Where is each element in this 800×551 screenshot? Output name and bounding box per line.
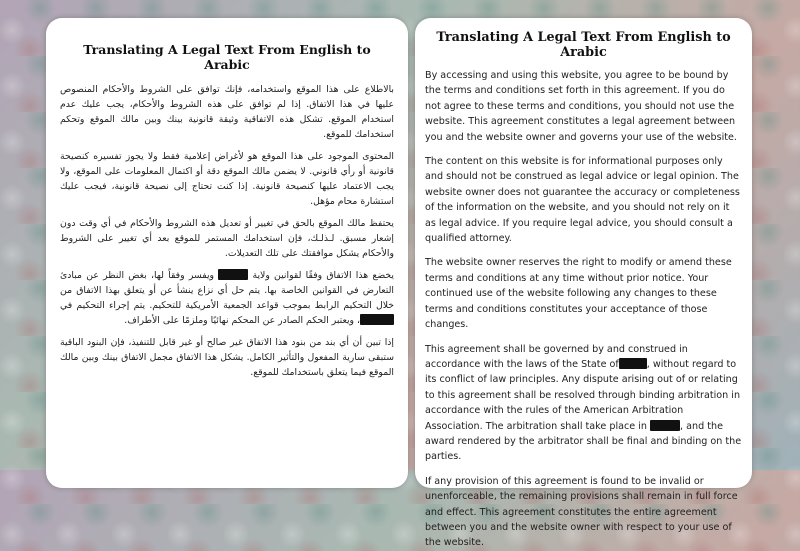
arabic-paragraph-5: إذا تبين أن أي بند من بنود هذا الاتفاق غير صالح أو غير قابل للتنفيذ، فإن البنود الباقية ستبقى سارية المفعول والتأثير الكامل. يشكل هذا الاتفاق مجمل الاتفاق بينك وبين مالك الموقع فيما يتعلق باستخدامك للموقع.: [60, 337, 394, 378]
english-paragraph-4: [425, 342, 742, 465]
english-paragraph-4-part-1: This agreement shall be governed by and construed in accordance with the laws of the State of: [425, 343, 688, 370]
english-text-panel: [415, 18, 752, 549]
redaction-bar: [218, 269, 248, 280]
arabic-panel-title: Translating A Legal Text From English to Arabic: [83, 42, 371, 72]
arabic-paragraph-1: بالاطلاع على هذا الموقع واستخدامه، فإنك توافق على الشروط والأحكام المنصوص عليها في هذا الاتفاق. إذا لم توافق على هذه الشروط والأحكام، يجب عليك عدم استخدام الموقع. تشكل هذه الاتفاقية وثيقة قانونية بينك وبين مالك الموقع وتحكم استخدامك للموقع.: [60, 84, 394, 140]
english-paragraph-2: The content on this website is for informational purposes only and should not be construed as legal advice or legal opinion. The website owner does not guarantee the accuracy or completeness of the information on the website, and you should not rely on it as legal advice. If you require legal advice, you should consult a qualified attorney.: [425, 156, 740, 245]
arabic-paragraph-4: [60, 268, 394, 328]
english-paragraph-5: If any provision of this agreement is found to be invalid or unenforceable, the remaining provisions shall remain in full force and effect. This agreement constitutes the entire agreement between you and the website owner with respect to your use of the website.: [425, 475, 738, 549]
redaction-bar: [360, 314, 394, 325]
english-paragraph-4-part-3: , and the award rendered by the arbitrator shall be final and binding on the parties.: [425, 420, 742, 463]
redaction-bar: [650, 420, 680, 431]
english-paragraph-1: By accessing and using this website, you agree to be bound by the terms and conditions set forth in this agreement. If you do not agree to these terms and conditions, you should not use the website. This agreement constitutes a legal agreement between you and the website owner and governs your use of the website.: [425, 70, 737, 143]
arabic-paragraph-4-part-1: يخضع هذا الاتفاق وفقًا لقوانين ولاية: [252, 270, 394, 281]
arabic-text-panel: [46, 18, 408, 488]
arabic-paragraph-3: يحتفظ مالك الموقع بالحق في تغيير أو تعديل هذه الشروط والأحكام في أي وقت دون إشعار مسبق. لـذلـك، فإن استخدامك المستمر للموقع بعد أي تغيير على الشروط والأحكام يشكل موافقتك على تلك التعديلات.: [60, 218, 394, 259]
english-paragraph-4-part-2: , without regard to its conflict of law principles. Any dispute arising out of or relating to this agreement shall be resolved through binding arbitration in accordance with the rules of the American Arbitration Association. The arbitration shall take place in: [425, 358, 741, 432]
arabic-paragraph-2: المحتوى الموجود على هذا الموقع هو لأغراض إعلامية فقط ولا يجوز تفسيره كنصيحة قانونية أو رأي قانوني. لا يضمن مالك الموقع دقة أو اكتمال المعلومات على الموقع، ولا يجب الاعتماد عليها كنصيحة قانونية. إذا كنت تحتاج إلى نصيحة قانونية، فيجب عليك استشارة محام مؤهل.: [60, 151, 394, 207]
english-panel-title: Translating A Legal Text From English to Arabic: [436, 30, 731, 60]
english-paragraph-3: The website owner reserves the right to modify or amend these terms and conditions at any time without prior notice. Your continued use of the website following any changes to these terms and conditions constitutes your acceptance of those changes.: [425, 257, 732, 331]
english-text-body: [425, 68, 742, 551]
redaction-bar: [619, 358, 647, 369]
arabic-text-body: [60, 82, 394, 380]
arabic-paragraph-4-part-2: ويفسر وفقاً لها، بغض النظر عن مبادئ التعارض في القوانين الخاصة بها. يتم حل أي نزاع ينشأ عن أو يتعلق بهذا الاتفاق من خلال التحكيم الرابط بموجب قواعد الجمعية الأمريكية للتحكيم. يتم إجراء التحكيم في: [60, 270, 394, 311]
arabic-paragraph-4-part-3: ، ويعتبر الحكم الصادر عن المحكم نهائيًا وملزمًا على الأطراف.: [124, 315, 360, 326]
